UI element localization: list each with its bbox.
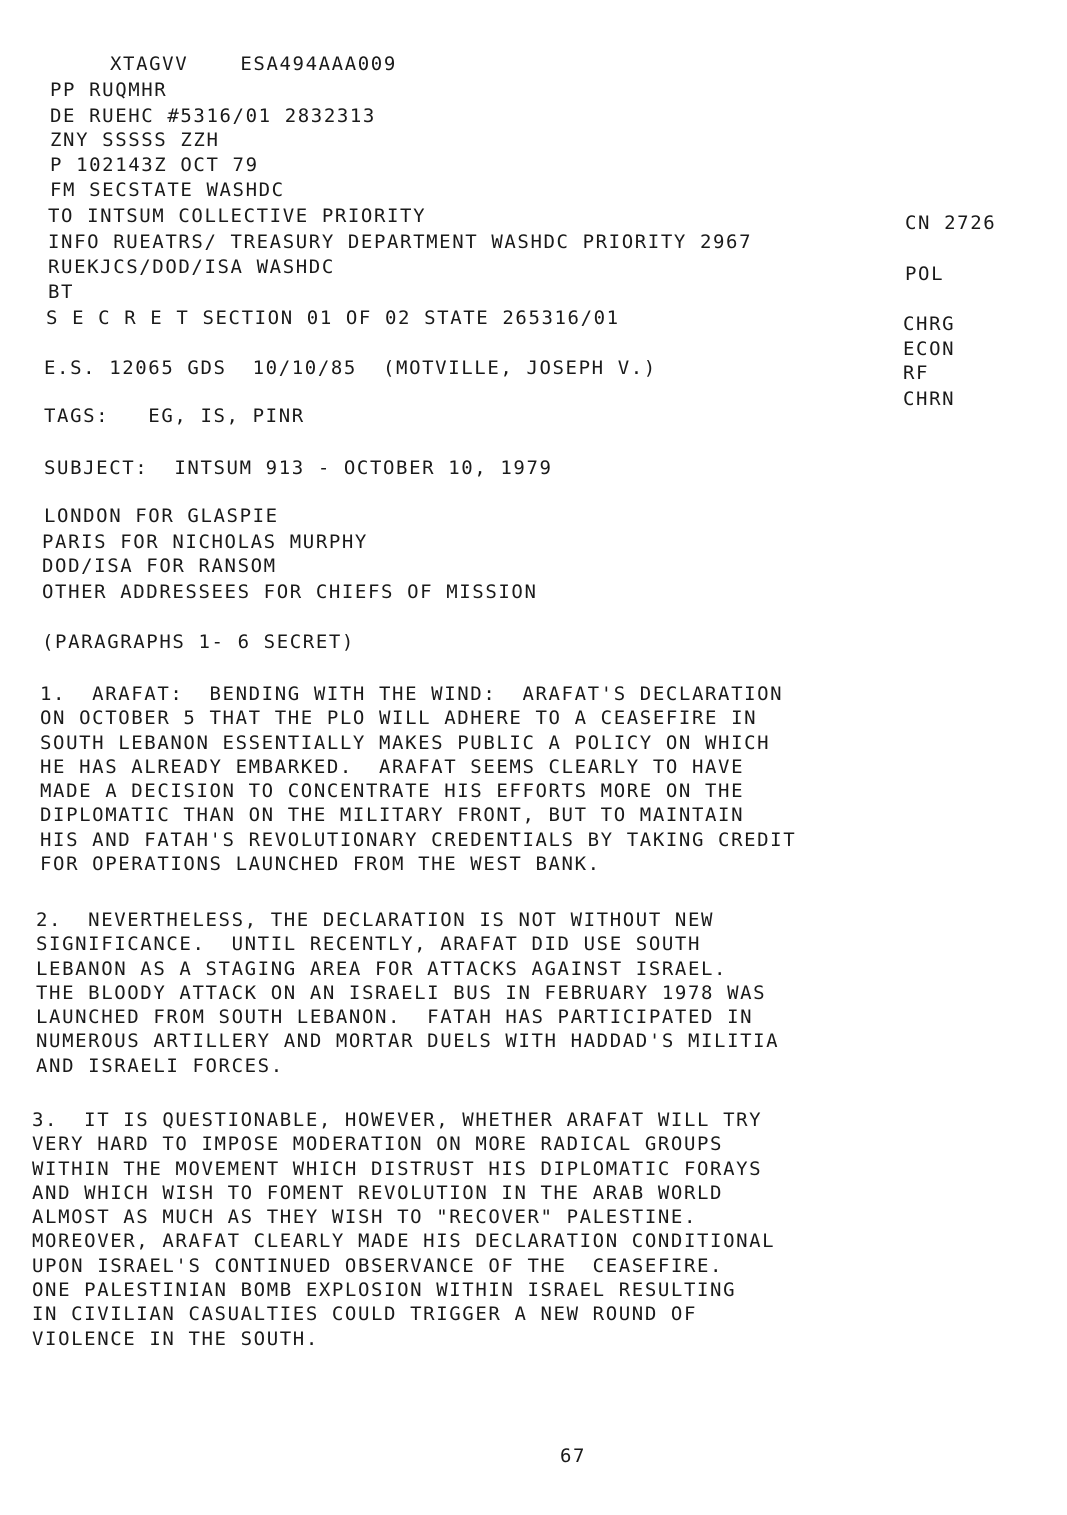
rf-code: RF (903, 362, 930, 384)
paragraph-line: MADE A DECISION TO CONCENTRATE HIS EFFORTS MORE ON THE (40, 780, 745, 803)
paragraph-line: 2. NEVERTHELESS, THE DECLARATION IS NOT WITHOUT NEW (36, 909, 715, 931)
addressee-line: DOD/ISA FOR RANSOM (42, 555, 277, 577)
cn-code: CN 2726 (905, 212, 997, 234)
addressee-line: PARIS FOR NICHOLAS MURPHY (42, 531, 368, 553)
paragraph-line: LEBANON AS A STAGING AREA FOR ATTACKS AGAINST ISRAEL. (36, 957, 728, 980)
paragraph-line: VIOLENCE IN THE SOUTH. (32, 1327, 319, 1350)
paragraph-3 (32, 1108, 932, 1351)
paragraph-line: SOUTH LEBANON ESSENTIALLY MAKES PUBLIC A POLICY ON WHICH (40, 731, 771, 754)
paragraph-line: AND ISRAELI FORCES. (36, 1054, 284, 1077)
paragraph-line: VERY HARD TO IMPOSE MODERATION ON MORE RADICAL GROUPS (32, 1133, 724, 1156)
paragraph-line: WITHIN THE MOVEMENT WHICH DISTRUST HIS DIPLOMATIC FORAYS (32, 1157, 763, 1180)
secret-section-line: S E C R E T SECTION 01 OF 02 STATE 265316/01 (46, 307, 620, 329)
paragraph-line: HE HAS ALREADY EMBARKED. ARAFAT SEEMS CLEARLY TO HAVE (40, 755, 745, 778)
paragraph-line: SIGNIFICANCE. UNTIL RECENTLY, ARAFAT DID USE SOUTH (36, 933, 701, 956)
subject-line: SUBJECT: INTSUM 913 - OCTOBER 10, 1979 (44, 457, 553, 479)
paragraph-line: HIS AND FATAH'S REVOLUTIONARY CREDENTIALS BY TAKING CREDIT (40, 828, 797, 851)
paragraph-line: THE BLOODY ATTACK ON AN ISRAELI BUS IN FEBRUARY 1978 WAS (36, 981, 767, 1004)
from-line: FM SECSTATE WASHDC (50, 179, 285, 201)
paragraph-line: DIPLOMATIC THAN ON THE MILITARY FRONT, BUT TO MAINTAIN (40, 804, 745, 827)
classification-line: ZNY SSSSS ZZH (50, 129, 220, 151)
addressee-line: OTHER ADDRESSEES FOR CHIEFS OF MISSION (42, 581, 538, 603)
page-number: 67 (560, 1445, 587, 1467)
paragraph-2 (36, 908, 936, 1078)
paragraph-line: 3. IT IS QUESTIONABLE, HOWEVER, WHETHER ARAFAT WILL TRY (32, 1109, 763, 1131)
paragraph-classification-note: (PARAGRAPHS 1- 6 SECRET) (42, 631, 355, 653)
addressee-line: LONDON FOR GLASPIE (44, 505, 279, 527)
chrn-code: CHRN (903, 388, 956, 410)
econ-code: ECON (903, 338, 956, 360)
paragraph-line: FOR OPERATIONS LAUNCHED FROM THE WEST BANK. (40, 853, 601, 876)
precedence-line: PP RUQMHR (50, 79, 168, 101)
pol-code: POL (905, 263, 945, 285)
paragraph-line: NUMEROUS ARTILLERY AND MORTAR DUELS WITH HADDAD'S MILITIA (36, 1030, 780, 1053)
origin-line: DE RUEHC #5316/01 2832313 (50, 105, 376, 127)
info-line-2: RUEKJCS/DOD/ISA WASHDC (48, 256, 335, 278)
date-time-group: P 102143Z OCT 79 (50, 154, 259, 176)
to-line: TO INTSUM COLLECTIVE PRIORITY (48, 205, 427, 227)
paragraph-line: ONE PALESTINIAN BOMB EXPLOSION WITHIN ISRAEL RESULTING (32, 1279, 737, 1302)
bt-line: BT (48, 281, 75, 303)
paragraph-line: ON OCTOBER 5 THAT THE PLO WILL ADHERE TO A CEASEFIRE IN (40, 707, 758, 730)
info-line: INFO RUEATRS/ TREASURY DEPARTMENT WASHDC PRIORITY 2967 (48, 231, 753, 253)
paragraph-line: MOREOVER, ARAFAT CLEARLY MADE HIS DECLARATION CONDITIONAL (32, 1230, 776, 1253)
paragraph-line: LAUNCHED FROM SOUTH LEBANON. FATAH HAS PARTICIPATED IN (36, 1006, 754, 1029)
paragraph-line: ALMOST AS MUCH AS THEY WISH TO "RECOVER" PALESTINE. (32, 1206, 697, 1229)
routing-id: XTAGVV ESA494AAA009 (110, 53, 397, 75)
paragraph-line: IN CIVILIAN CASUALTIES COULD TRIGGER A NEW ROUND OF (32, 1303, 697, 1326)
paragraph-line: 1. ARAFAT: BENDING WITH THE WIND: ARAFAT'S DECLARATION (40, 683, 784, 705)
paragraph-1 (40, 682, 940, 876)
paragraph-line: UPON ISRAEL'S CONTINUED OBSERVANCE OF THE CEASEFIRE. (32, 1254, 724, 1277)
es-line: E.S. 12065 GDS 10/10/85 (MOTVILLE, JOSEPH V.) (44, 357, 657, 379)
tags-line: TAGS: EG, IS, PINR (44, 405, 305, 427)
paragraph-line: AND WHICH WISH TO FOMENT REVOLUTION IN THE ARAB WORLD (32, 1181, 724, 1204)
chrg-code: CHRG (903, 313, 956, 335)
